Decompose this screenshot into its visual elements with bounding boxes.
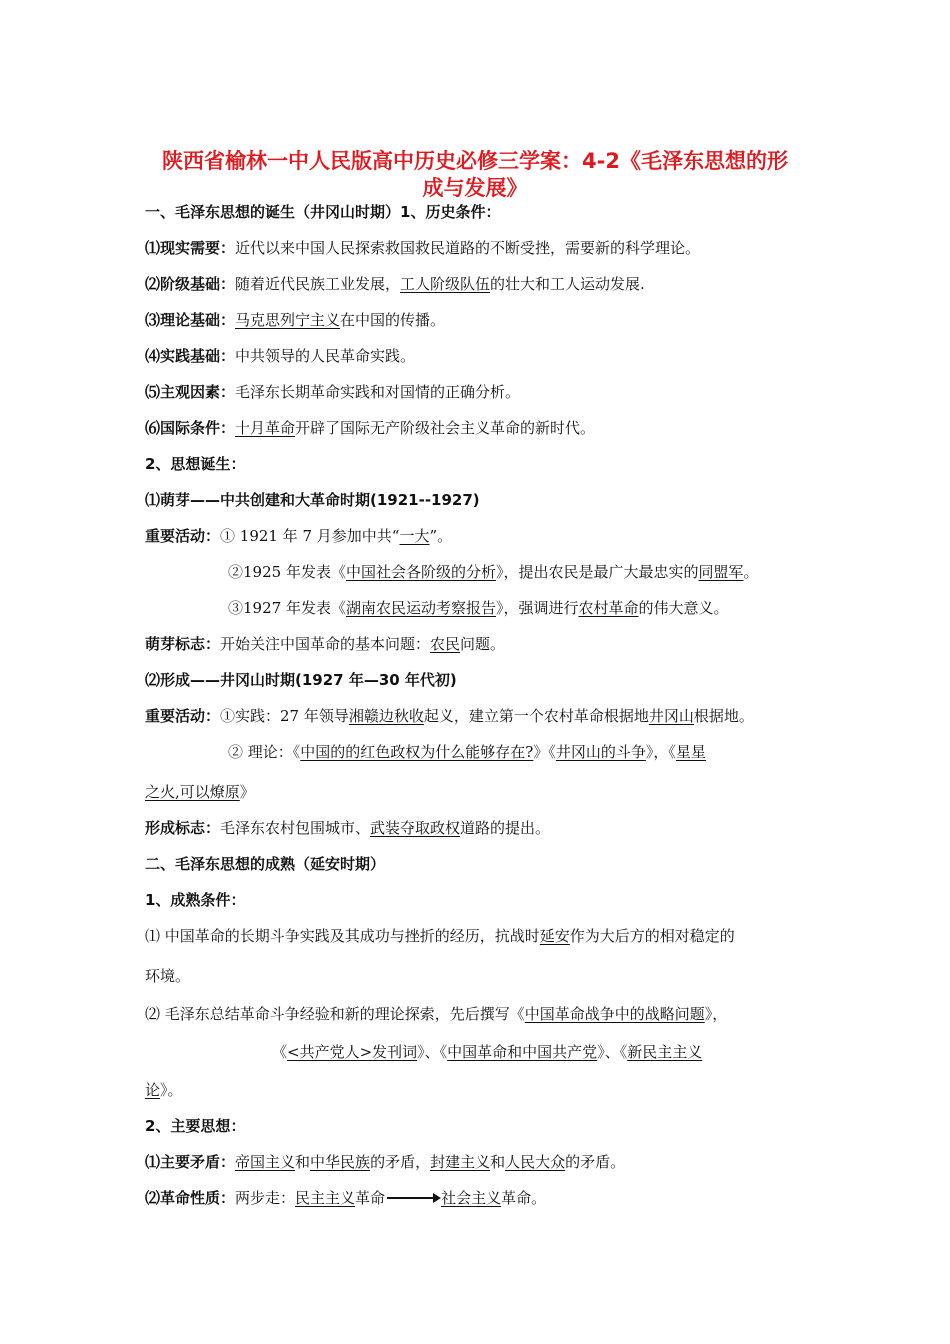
activity-text: ① 1921 年 7 月参加中共“ xyxy=(220,527,400,545)
condition-label: ⑹国际条件： xyxy=(145,419,236,437)
sign-text: 开始关注中国革命的基本问题： xyxy=(220,635,431,653)
paragraph-text: 》、《 xyxy=(417,1043,448,1061)
activity-2 xyxy=(228,562,759,582)
activity-text: 》，《 xyxy=(645,743,676,761)
sign-text: 问题。 xyxy=(460,635,506,653)
activity-3 xyxy=(228,598,729,618)
key-term: 湘赣边秋收 xyxy=(348,707,424,725)
paragraph-text: ⑵ 毛泽东总结革命斗争经验和新的理论探索，先后撰写《 xyxy=(145,1005,525,1023)
key-term: 封建主义 xyxy=(430,1153,491,1171)
activity-label: 重要活动： xyxy=(145,707,221,725)
activity-text: ③1927 年发表《 xyxy=(228,599,346,617)
activity-text: 的伟大意义。 xyxy=(638,599,729,617)
title-line-1: 陕西省榆林一中人民版高中历史必修三学案：4-2《毛泽东思想的形 xyxy=(162,149,788,173)
key-term: 之火,可以燎原 xyxy=(145,783,240,801)
title-line-2: 成与发展》 xyxy=(422,176,528,200)
idea-label: ⑴主要矛盾： xyxy=(145,1153,236,1171)
activity-theory xyxy=(228,742,706,762)
key-term: 十月革命 xyxy=(235,419,296,437)
formation-sign xyxy=(145,818,550,838)
key-term: 星星 xyxy=(675,743,706,761)
key-term: 新民主主义 xyxy=(627,1043,703,1061)
key-term: 农村革命 xyxy=(578,599,639,617)
key-term: 延安 xyxy=(539,927,570,945)
activity-text: 起义，建立第一个农村革命根据地 xyxy=(423,707,649,725)
condition-label: ⑶理论基础： xyxy=(145,311,236,329)
condition-3 xyxy=(145,310,445,330)
paragraph-text: 》， xyxy=(704,1005,728,1023)
paragraph-text: 》。 xyxy=(160,1081,183,1099)
activity-text: 》《 xyxy=(533,743,556,761)
sign-text: 道路的提出。 xyxy=(460,819,551,837)
condition-label: ⑴现实需要： xyxy=(145,239,236,257)
condition-text: 的壮大和工人运动发展. xyxy=(490,275,645,293)
activity-practice xyxy=(145,706,754,726)
maturity-1 xyxy=(145,926,735,946)
condition-text: 在中国的传播。 xyxy=(340,311,446,329)
condition-text: 随着近代民族工业发展， xyxy=(235,275,401,293)
section-1-heading: 一、毛泽东思想的诞生（井冈山时期）1、历史条件： xyxy=(145,203,501,221)
document-title xyxy=(130,148,820,202)
subsection-main-ideas: 2、主要思想： xyxy=(145,1117,246,1135)
section-2-heading: 二、毛泽东思想的成熟（延安时期） xyxy=(145,855,386,873)
key-term: 中国社会各阶级的分析 xyxy=(345,563,496,581)
key-term: 工人阶级队伍 xyxy=(400,275,491,293)
key-term: 论 xyxy=(145,1081,161,1099)
condition-text: 开辟了国际无产阶级社会主义革命的新时代。 xyxy=(295,419,596,437)
activity-theory-cont xyxy=(145,782,255,802)
key-term: 社会主义 xyxy=(441,1189,502,1207)
sign-label: 萌芽标志： xyxy=(145,635,221,653)
activity-text: ”。 xyxy=(429,527,453,545)
key-term: 民主主义 xyxy=(295,1189,356,1207)
activity-text: 》 xyxy=(239,783,255,801)
key-term: <共产党人>发刊词 xyxy=(287,1043,418,1061)
idea-text: 和 xyxy=(295,1153,311,1171)
activity-text: 》，强调进行 xyxy=(495,599,579,617)
idea-text: 两步走： xyxy=(235,1189,296,1207)
key-term: 一大 xyxy=(399,527,430,545)
paragraph-text: ⑴ 中国革命的长期斗争实践及其成功与挫折的经历，抗战时 xyxy=(145,927,540,945)
condition-2 xyxy=(145,274,645,294)
activity-text: ①实践：27 年领导 xyxy=(220,707,349,725)
condition-text: 中共领导的人民革命实践。 xyxy=(235,347,416,365)
activity-text: 根据地。 xyxy=(693,707,754,725)
maturity-2-works xyxy=(272,1042,702,1062)
paragraph-text: 《 xyxy=(272,1043,288,1061)
idea-revolution-nature xyxy=(145,1188,546,1208)
key-term: 马克思列宁主义 xyxy=(235,311,341,329)
condition-5 xyxy=(145,382,520,402)
key-term: 湖南农民运动考察报告 xyxy=(345,599,496,617)
sign-label: 形成标志： xyxy=(145,819,221,837)
idea-text: 革命。 xyxy=(501,1189,547,1207)
activity-text: 。 xyxy=(743,563,759,581)
activity-1 xyxy=(145,526,452,546)
paragraph-text: 》、《 xyxy=(597,1043,628,1061)
maturity-2 xyxy=(145,1004,727,1024)
key-term: 帝国主义 xyxy=(235,1153,296,1171)
key-term: 农民 xyxy=(430,635,461,653)
key-term: 中华民族 xyxy=(310,1153,371,1171)
key-term: 中国革命和中国共产党 xyxy=(447,1043,598,1061)
sign-text: 毛泽东农村包围城市、 xyxy=(220,819,371,837)
subsection-conditions: 1、成熟条件： xyxy=(145,891,246,909)
idea-text: 的矛盾， xyxy=(370,1153,431,1171)
condition-label: ⑷实践基础： xyxy=(145,347,236,365)
condition-label: ⑵阶级基础： xyxy=(145,275,236,293)
maturity-2-works-cont xyxy=(145,1080,183,1100)
key-term: 中国革命战争中的战略问题 xyxy=(524,1005,705,1023)
arrow-right-icon xyxy=(387,1197,439,1199)
idea-contradiction xyxy=(145,1152,625,1172)
activity-label: 重要活动： xyxy=(145,527,221,545)
condition-label: ⑸主观因素： xyxy=(145,383,236,401)
key-term: 中国的的红色政权为什么能够存在? xyxy=(300,743,534,761)
sprout-sign xyxy=(145,634,505,654)
paragraph-text: 作为大后方的相对稳定的 xyxy=(569,927,735,945)
key-term: 武装夺取政权 xyxy=(370,819,461,837)
key-term: 同盟军 xyxy=(698,563,744,581)
key-term: 井冈山的斗争 xyxy=(555,743,646,761)
activity-text: ② 理论：《 xyxy=(228,743,301,761)
idea-text: 革命 xyxy=(355,1189,386,1207)
idea-text: 的矛盾。 xyxy=(565,1153,626,1171)
condition-text: 毛泽东长期革命实践和对国情的正确分析。 xyxy=(235,383,521,401)
key-term: 井冈山 xyxy=(648,707,694,725)
key-term: 人民大众 xyxy=(505,1153,566,1171)
phase-1-heading: ⑴萌芽——中共创建和大革命时期(1921--1927) xyxy=(145,491,480,509)
condition-1 xyxy=(145,238,700,258)
subsection-birth: 2、思想诞生： xyxy=(145,455,246,473)
activity-text: ②1925 年发表《 xyxy=(228,563,346,581)
condition-text: 近代以来中国人民探索救国救民道路的不断受挫，需要新的科学理论。 xyxy=(235,239,701,257)
maturity-1-cont: 环境。 xyxy=(145,967,191,985)
idea-text: 和 xyxy=(490,1153,506,1171)
condition-4 xyxy=(145,346,415,366)
condition-6 xyxy=(145,418,595,438)
phase-2-heading: ⑵形成——井冈山时期(1927 年—30 年代初) xyxy=(145,671,457,689)
idea-label: ⑵革命性质： xyxy=(145,1189,236,1207)
activity-text: 》，提出农民是最广大最忠实的 xyxy=(495,563,699,581)
